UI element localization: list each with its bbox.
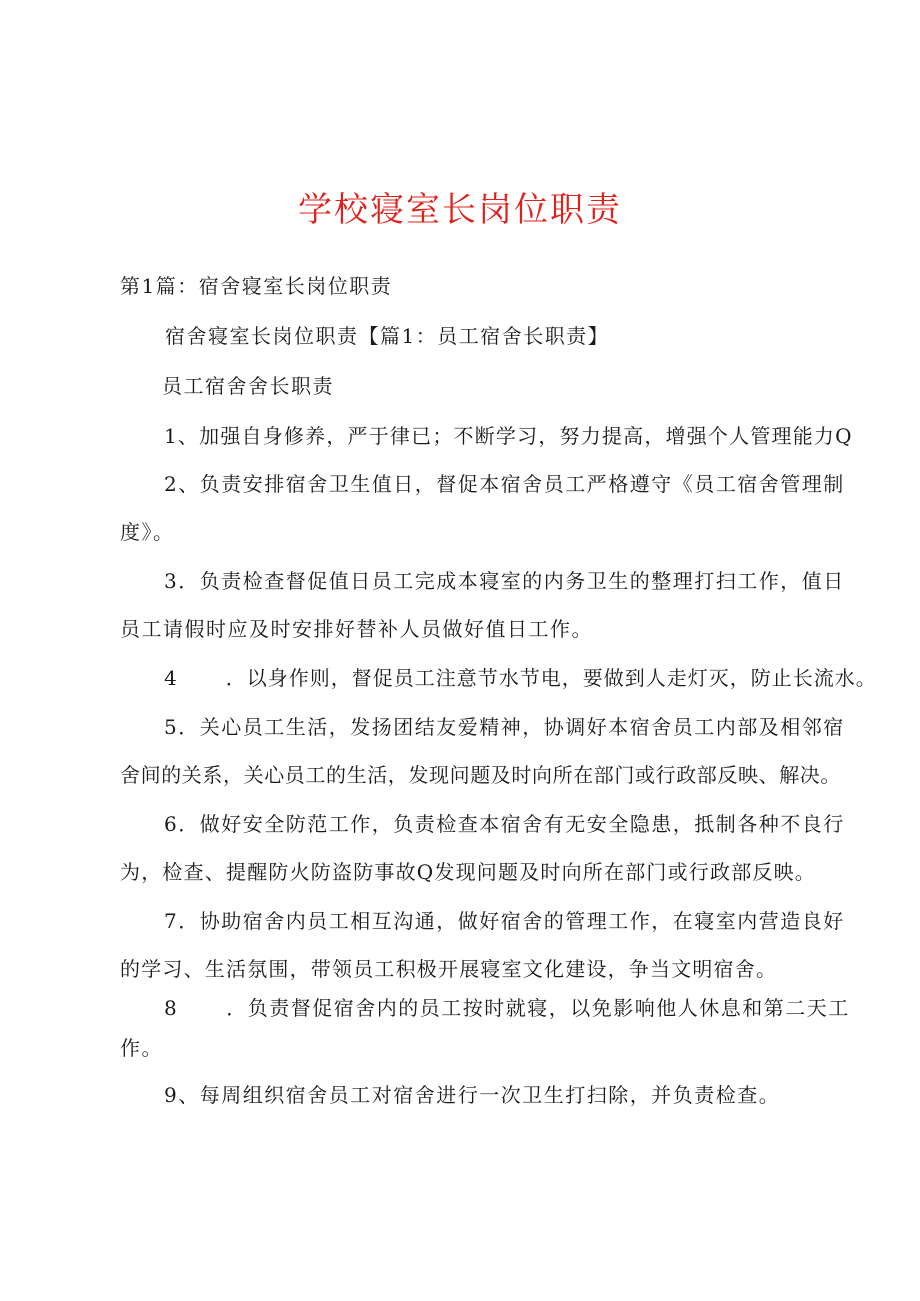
list-item-8-cont: 作。 bbox=[120, 1036, 163, 1060]
subheading: 宿舍寝室长岗位职责【篇1：员工宿舍长职责】 bbox=[165, 324, 610, 348]
list-item-8 bbox=[164, 994, 850, 1022]
list-item-4-text: ．以身作则，督促员工注意节水节电，要做到人走灯灭，防止长流水。 bbox=[225, 666, 877, 690]
list-item-8-text: ．负责督促宿舍内的员工按时就寝，以免影响他人休息和第二天工 bbox=[226, 996, 850, 1020]
list-item-3: 3．负责检查督促值日员工完成本寝室的内务卫生的整理打扫工作，值日 bbox=[164, 569, 845, 593]
document-title: 学校寝室长岗位职责 bbox=[298, 190, 622, 230]
list-item-5-cont: 舍间的关系，关心员工的生活，发现问题及时向所在部门或行政部反映、解决。 bbox=[120, 763, 841, 787]
list-item-7: 7．协助宿舍内员工相互沟通，做好宿舍的管理工作，在寝室内营造良好 bbox=[164, 909, 845, 933]
list-item-2-cont: 度》。 bbox=[120, 520, 175, 544]
list-title: 员工宿舍舍长职责 bbox=[162, 374, 334, 398]
list-item-8-number: 8 bbox=[164, 996, 179, 1020]
list-item-5: 5．关心员工生活，发扬团结友爱精神，协调好本宿舍员工内部及相邻宿 bbox=[164, 715, 845, 739]
list-item-4 bbox=[164, 664, 877, 692]
list-item-2: 2、负责安排宿舍卫生值日，督促本宿舍员工严格遵守《员工宿舍管理制 bbox=[164, 472, 845, 496]
list-item-7-cont: 的学习、生活氛围，带领员工积极开展寝室文化建设，争当文明宿舍。 bbox=[120, 957, 778, 981]
list-item-6-cont: 为，检查、提醒防火防盗防事故Q发现问题及时向所在部门或行政部反映。 bbox=[120, 860, 816, 884]
list-item-6: 6．做好安全防范工作，负责检查本宿舍有无安全隐患，抵制各种不良行 bbox=[164, 812, 845, 836]
list-item-9: 9、每周组织宿舍员工对宿舍进行一次卫生打扫除，并负责检查。 bbox=[164, 1083, 781, 1107]
list-item-1: 1、加强自身修养，严于律已；不断学习，努力提高，增强个人管理能力Q bbox=[164, 424, 853, 448]
section-heading: 第1篇：宿舍寝室长岗位职责 bbox=[120, 274, 393, 298]
list-item-4-number: 4 bbox=[164, 666, 178, 690]
list-item-3-cont: 员工请假时应及时安排好替补人员做好值日工作。 bbox=[120, 617, 593, 641]
